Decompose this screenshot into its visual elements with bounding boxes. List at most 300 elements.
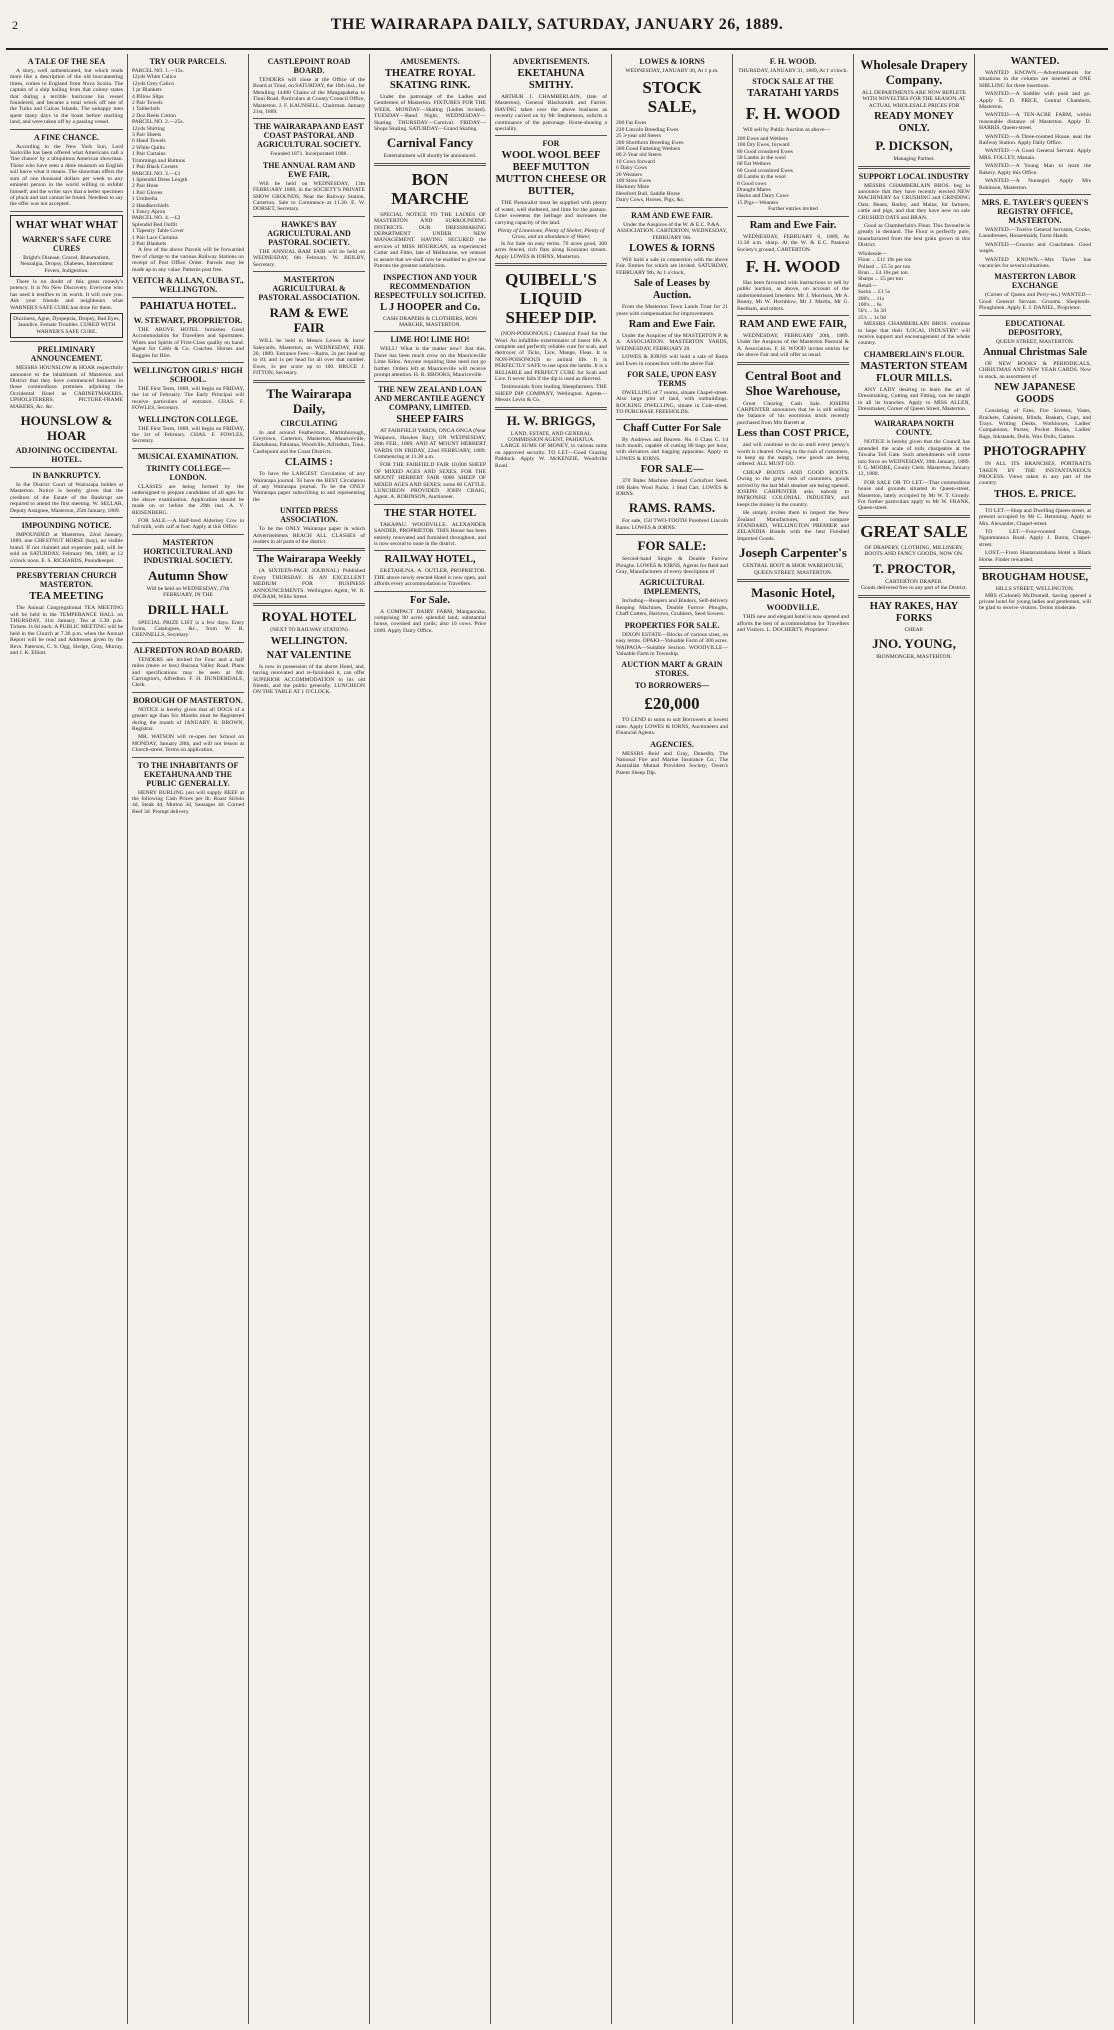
sale-body: Including—Reapers and Binders, Self-delivery Reaping Machines, Double Furrow Ploughs, Chaff Cutters, Harrows, Grubbers, Seed Sowers. — [616, 598, 728, 618]
sale-body: Further entries invited — [768, 206, 818, 213]
list-item: Sharps ... £5 per ton — [858, 276, 903, 283]
sale-body: Has been favoured with instructions to sell by public auction, as above, on account of the undermentioned breeders: Mr J. Morrison, Mr A. Bunny, Mr W. Hornblow, Mr J. Martin, Mr G. Beetham, and others. — [737, 279, 849, 312]
sale-heading: Sale of Leases by Auction. — [633, 278, 711, 302]
notice-heading: RAM & EWE FAIR — [269, 305, 349, 336]
stock-list — [616, 120, 728, 203]
hotel-ad-heading: NAT VALENTINE — [266, 649, 352, 661]
hotel-ad-body: MRS (Colonel) McDonnell, having opened a private hotel for young ladies and gentlemen, will be glad to receive visitors. Terms moderate. — [979, 592, 1091, 612]
sale-heading: LOWES & IORNS — [629, 242, 715, 254]
list-item: 6 Hand Towels — [132, 138, 166, 145]
paper-ad-body: To have the LARGEST Circulation of any Wairarapa journal. To have the BEST Circulation of any Wairarapa journal. To be the ONLY Wairarapa paper subscribing to and representing the — [253, 471, 365, 503]
list-item: Hereford Bull, Saddle Horse — [616, 190, 681, 197]
list-item: 50's ... 3s 3d — [858, 308, 886, 315]
sale-heading: FOR SALE, UPON EASY TERMS — [627, 369, 717, 388]
paper-ad-heading: CLAIMS : — [284, 457, 334, 469]
notice-body: Founded 1871. Incorporated 1888. — [270, 151, 348, 158]
ad-heading: MRS. E. TAYLER'S QUEEN'S REGISTRY OFFICE, MASTERTON. — [981, 197, 1089, 225]
sale-heading: Chaff Cutter For Sale — [623, 422, 721, 434]
ad-heading: P. DICKSON, — [875, 138, 953, 154]
notice-heading: For Sale. — [409, 594, 451, 606]
notice-heading: SHEEP FAIRS — [396, 414, 464, 426]
ad-text: ALL DEPARTMENTS ARE NOW REPLETE WITH NOVELTIES FOR THE SEASON, AT ACTUAL WHOLESALE PRICES FOR — [861, 90, 967, 109]
sale-heading: RAMS. RAMS. — [628, 500, 716, 516]
notice-heading: WELLINGTON COLLEGE. — [138, 414, 238, 424]
sale-heading: STOCK SALE, — [642, 78, 702, 117]
paper-ad-subheading: CIRCULATING — [280, 418, 338, 428]
sale-body: MESSRS Reid and Gray, Dunedin; The National Fire and Marine Insurance Co.; The Australian Mutual Provident Society; Owen's Patent Sheep Dip. — [616, 750, 728, 776]
list-item: Hackney Mare — [616, 184, 650, 191]
list-item: 3 Pair Sheets — [132, 132, 162, 139]
ad-text: CHEAP. — [904, 626, 924, 633]
ad-subheading: ADJOINING OCCIDENTAL HOTEL. — [15, 446, 118, 465]
ad-text: Entertainment will shortly be announced. — [383, 153, 477, 160]
sale-heading: STOCK SALE AT THE — [752, 77, 834, 87]
ad-text: Is for Sale on easy terms. 70 acres good, 300 acres fenced, rich flats along Kourarau stream. Apply LOWES & IORNS, Masterton. — [495, 240, 607, 260]
list-item: 1 Umbrella — [132, 196, 158, 203]
notice-heading: CASTLEPOINT ROAD BOARD. — [267, 57, 351, 75]
notice-heading: THE WAIRARAPA AND EAST COAST PASTORAL AND AGRICULTURAL SOCIETY. — [254, 122, 364, 150]
sale-heading: TO BORROWERS— — [634, 681, 710, 691]
hotel-ad-heading: Masonic Hotel, — [751, 585, 835, 601]
list-item: PARCEL NO. 1.—15s. — [132, 68, 184, 74]
list-item: 200 Shorthorn Breeding Ewes — [616, 139, 684, 146]
list-item: WANTED.—Twelve General Servants, Cooks, Laundresses, Housemaids, Farm Hands. — [979, 226, 1091, 240]
column-9 — [974, 54, 1095, 2024]
hotel-ad-heading: RAILWAY HOTEL, — [384, 554, 476, 566]
column-7 — [732, 54, 853, 2024]
list-item: WANTED.—Grooms and Coachmen. Good wages. — [979, 241, 1091, 255]
ad-heading: Less than COST PRICE, — [737, 428, 849, 440]
ad-text: IN ALL ITS BRANCHES, PORTRAITS TAKEN BY THE INSTANTANEOUS PROCESS. Views taken in any part of the country. — [979, 461, 1091, 487]
parcel-list-3 — [132, 171, 244, 216]
hotel-ad-body: THIS new and elegant hotel is now opened and affords the best of accommodation for Travellers and Visitors. L. DOCHERTY, Proprietor. — [737, 614, 849, 633]
notice-body: The Annual Congregational TEA MEETING will be held in the TEMPERANCE HALL on THURSDAY, 31st January. Tea at 5.30 p.m. Tickets 1s 6d each. A PUBLIC MEETING will be held in the Church at 7.30 p.m. when the Annual Report will be read and Addresses given by the Revs. Paterson, C. S. Ogg, Sledge, Gray, Murray, and J. K. Elliott. — [10, 605, 123, 656]
list-item: Sacks ... £1 5s — [858, 289, 891, 296]
list-item: 100's ... 6s — [858, 301, 882, 308]
hotel-ad-body: EKETAHUNA. A. OUTLER, PROPRIETOR. THE above newly erected Hotel is now open, and affords every accommodation to Travellers. — [374, 568, 486, 588]
notice-body: FOR SALE.—A Half-bred Alderney Cow in full milk, with calf at foot. Apply at this Office. — [132, 517, 244, 531]
ad-heading: WOOL WOOL BEEF BEEF MUTTON MUTTON CHEESE OR BUTTER, — [495, 150, 607, 198]
ad-text: Great Clearing Cash Sale. JOSEPH CARPENTER announces that he is still selling the balance of his enormous stock recently purchased from Mrs Barrett at — [737, 400, 849, 426]
list-item: 80 Good crossbred Ewes — [737, 148, 793, 155]
notice-heading: MASTERTON AGRICULTURAL & PASTORAL ASSOCIATION. — [258, 275, 360, 303]
ad-text: CHEAP BOOTS AND GOOD BOOTS. Owing to the great rush of customers, goods arrived by the last Mail steamer are being opened. JOSEPH CARPENTER asks nobody to PATRONISE COLONIAL INDUSTRY, and keeps the money in the country. — [737, 469, 849, 508]
list-item: 40 Lambs in the wool — [737, 174, 786, 181]
list-item: 2 Pair Hose — [132, 183, 159, 190]
sale-body: DWELLING of 7 rooms, situate Chapel-street. Also large plot of land, with outbuildings. ROCKING DWELLING, situate in Cole-street. TO PURCHASE FREEHOLDS. — [616, 389, 728, 416]
notice-body: FOR THE FAIRFIELD FAIR 10,000 SHEEP OF MIXED AGES AND SEXES. FOR THE MOUNT HERBERT FAIR 8000 SHEEP OF MIXED AGES AND SEXES; some 60 CATTLE. LUNCHEON PROVIDED. JOHN CRAIG, Agent. A. ROBINSON, Auctioneer. — [374, 462, 486, 501]
registry-list — [979, 227, 1091, 269]
ad-heading: NEW JAPANESE GOODS — [994, 382, 1076, 406]
list-item: 10 Cows forward — [616, 158, 655, 165]
ad-text: TO LET.—Four-roomed Cottage, Ngaumutawa Road. Apply J. Burns, Chapel-street. — [979, 529, 1091, 548]
ad-text: MESSRS CHAMBERLAIN BROS. continue to hope that their 'LOCAL INDUSTRY' will receive support and encouragement of the whole country. — [858, 321, 970, 347]
sale-body: Will sell by Public Auction as above— — [743, 127, 831, 134]
list-item: WANTED KNOWN.—Advertisements for situations in the column are inserted at ONE SHILLING for three insertions. — [979, 70, 1091, 89]
loan-amount: £20,000 — [644, 694, 700, 714]
sale-heading: AUCTION MART & GRAIN STORES. — [621, 660, 723, 679]
list-item: Flour ... £11 10s per ton — [858, 257, 912, 264]
sale-body: LOWES & IORNS will hold a sale of Rams and Ewes in connection with the above Fair. — [616, 354, 728, 367]
list-item: 2 Doz Reels Cotton — [132, 112, 176, 119]
ad-heading: T. PROCTOR, — [872, 560, 956, 576]
hotel-ad-body: HILLS STREET, WELLINGTON. — [995, 586, 1075, 593]
list-item: PARCEL NO. 3.—£1 — [132, 170, 181, 177]
ad-heading: TRY OUR PARCELS. — [149, 57, 227, 66]
ad-heading: PHOTOGRAPHY — [983, 443, 1087, 459]
paper-ad-body: To be the ONLY Wairarapa paper in which Advertisements REACH ALL CLASSES of readers in all parts of the district. — [253, 526, 365, 545]
list-item: WANTED.—A Saddler with push and go. Apply E. D. PRICE, Central Chambers, Masterton. — [979, 91, 1091, 111]
sale-body: By Andrews and Beaven. No. 6 Class C. 14 inch mouth, capable of cutting 80 bags per hour, with elevators and bagging apparatus. Apply to LOWES & IORNS. — [616, 436, 728, 462]
notice-body: THE First Term, 1889, will begin on FRIDAY, the 1st of February. CHAS. F. FOWLES, Secretary. — [132, 425, 244, 445]
notice-body: CLASSES are being formed by the undersigned to prepare candidates of all ages for the above examination. Application should be made on or before the 29th inst. A. V. REISENBERG. — [132, 483, 244, 516]
ad-heading: SUPPORT LOCAL INDUSTRY — [858, 171, 970, 181]
sale-heading: PROPERTIES FOR SALE. — [624, 620, 720, 630]
list-item: Bran ... £4 10s per ton — [858, 269, 908, 276]
notice-body: SPECIAL PRIZE LIST is a few days. Entry forms, Catalogues, &c., from W. R. CRENNELLS, Secretary. — [132, 619, 244, 639]
list-item: PARCEL NO. 4.—£2 — [132, 215, 181, 222]
ad-heading: EKETAHUNA SMITHY. — [517, 68, 585, 91]
ad-text: QUEEN STREET, MASTERTON. — [995, 338, 1075, 345]
list-item: Pollard ... £5 5s per ton — [858, 263, 911, 270]
ad-text: There is no doubt of this great remedy's potency. It is No New Discovery. Everyone who has used it testifies to its worth. It will cure you. Ask your friends and neighbours what WARNER'S SAFE CURE has done for them. — [10, 278, 123, 311]
list-item: 1 pr Blankets — [132, 87, 162, 94]
notice-heading: WAIRARAPA NORTH COUNTY. — [874, 419, 954, 438]
ad-text: and will continue to do so until every penny's worth is cleared. Owing to the rush of customers, to keep up the supply, new goods are being ordered. ALL MUST GO. — [737, 442, 849, 468]
list-item: 12yds White Calico — [132, 74, 177, 81]
ad-text: CASH DRAPERS & CLOTHIERS, BON MARCHE, MASTERTON. — [382, 315, 478, 328]
list-item: 12yds Shirting — [132, 125, 165, 132]
masthead — [0, 0, 1114, 50]
ad-heading: Carnival Fancy — [386, 135, 474, 151]
column-4 — [369, 54, 490, 2024]
column-5 — [490, 54, 611, 2024]
ad-text: He simply invites them to inspect the New Zealand Manufactures, and compare STANDARD, WELLINGTON PREMIER and ZELANDIA Brands with the best Finished Imported Goods. — [737, 510, 849, 542]
list-item: 2 Handkerchiefs — [132, 202, 169, 209]
list-item: 1 Pair Lace Curtains — [132, 234, 178, 241]
ad-heading: WHAT WHAT WHAT — [15, 219, 118, 231]
ad-heading: HAY RAKES, HAY FORKS — [869, 600, 959, 624]
sale-heading: FOR SALE— — [640, 464, 704, 476]
list-item: 60 Fat Wethers — [737, 161, 771, 168]
auctioneer-name: F. H. WOOD — [745, 256, 841, 276]
column-2 — [127, 54, 248, 2024]
sale-heading: AGENCIES. — [650, 739, 694, 749]
notice-body: Will be held on WEDNESDAY, 27th FEBRUARY, IN THE — [146, 585, 230, 599]
list-item: WANTED.—A TEN-ACRE FARM, within reasonable distance of Masterton. Apply D. HARRIS, Queen-street. — [979, 112, 1091, 132]
hotel-ad-heading: WOODVILLE. — [766, 603, 820, 613]
ad-text: TO LET.—Shop and Dwelling Queen-street, at present occupied by Mr C. Hemming. Apply to Mrs. Alexander, Chapel-street. — [979, 507, 1091, 527]
notice-heading: BOROUGH OF MASTERTON. — [133, 695, 243, 705]
ad-heading: L J HOOPER and Co. — [379, 301, 481, 313]
ad-text: CENTRAL BOOT & SHOE WAREHOUSE, QUEEN STREET, MASTERTON. — [742, 563, 844, 576]
list-item: 300 Good Fattening Wethers — [616, 146, 681, 153]
sale-body: Second-hand Single & Double Furrow Ploughs. LOWES & IORNS, Agents for Reid and Gray, Manufacturers of every description of — [616, 556, 728, 576]
hotel-ad-body: TAKAPAU. WOODVILLE. ALEXANDER SANDER, PROPRIETOR. THIS House has been entirely renovated and furnished throughout, and is now second to none in the district. — [374, 521, 486, 548]
ad-heading: QUIBELL'S LIQUID SHEEP DIP. — [505, 270, 597, 328]
notice-heading: THE ANNUAL RAM AND EWE FAIR, — [262, 160, 356, 179]
ad-heading: PAHIATUA HOTEL. — [139, 301, 237, 312]
list-item: Wholesale— — [858, 250, 888, 257]
notice-heading: TEA MEETING — [29, 591, 104, 603]
auctioneer-heading: F. H. WOOD. — [769, 57, 817, 66]
list-item: 1 Tablecloth — [132, 106, 160, 113]
ad-heading: Annual Christmas Sale — [983, 346, 1087, 358]
ad-text: Managing Partner. — [893, 156, 935, 163]
list-item: 1 Tapestry Table Cover — [132, 228, 184, 235]
ad-heading: HOUNSLOW & HOAR — [20, 413, 113, 444]
list-item: 2 White Quilts — [132, 144, 165, 151]
ad-heading: BON MARCHE — [391, 169, 469, 208]
ad-heading: EDUCATIONAL DEPOSITORY, — [1005, 318, 1065, 337]
notice-heading: PRELIMINARY ANNOUNCEMENT. — [30, 345, 103, 364]
ad-heading: MASTERTON STEAM FLOUR MILLS. — [860, 360, 968, 384]
list-item: 60 Good crossbred Ewes — [737, 167, 793, 174]
hotel-ad-body: Is now in possession of the above Hotel, and, having renovated and re-furnished it, can offer SUPERIOR ACCOMMODATION to his old friends, and the public generally. LUNCHEON ON THE TABLE AT 1 O'CLOCK. — [253, 663, 365, 696]
list-item: Splendid Bed Outfit — [132, 221, 178, 228]
stock-list — [737, 136, 849, 206]
list-item: Retail— — [858, 282, 877, 289]
sale-heading: FOR SALE: — [637, 538, 707, 554]
section-heading: ADVERTISEMENTS. — [512, 57, 590, 66]
ad-text: Consisting of Fans, Fire Screens, Vases, Brackets, Cabinets, Blinds, Baskets, Cups, and Trays. Writing Desks, Workboxes, Ladies' Companions, Purses, Pocket Books, Ladies' Bags, Inkstands, Dolls, Wax Dolls, Games. — [979, 408, 1091, 440]
columns — [6, 54, 1108, 2024]
notice-heading: TRINITY COLLEGE—LONDON. — [146, 463, 230, 482]
list-item: Dairy Cows, Horses, Pigs, &c. — [616, 197, 685, 204]
article-body: A story, well authenticated, but which reads more like a description of the old buccaneering times, comes to England from Nova Scotia. The captain of a ship hailing from that colony states that during a terrible hurricane his vessel foundered, and became a total wreck off one of the Turks and Caicos Islands. The unhappy men spent many days in the boats before reaching land, and were taken off by a passing vessel. — [10, 68, 123, 126]
ad-text: OF NEW BOOKS & PERIODICALS, CHRISTMAS AND NEW YEAR CARDS. Now in stock, an assortment of — [979, 360, 1091, 380]
ad-text: WELL! What is the matter now? Just this. There has been much crow on the Mauriceville Lime Kilns. Anyone requiring lime need not go further. Orders left at Mauriceville will receive prompt attention. H. R. BROOKS, Mauriceville. — [374, 346, 486, 378]
ad-text: Goods delivered free to any part of the District. — [860, 585, 968, 592]
ad-text: Testimonials from leading Sheepfarmers. THE SHEEP DIP COMPANY, Wellington. Agents—Messrs Levin & Co. — [495, 384, 607, 404]
wanted-list — [979, 70, 1091, 191]
ad-heading: LIME HO! LIME HO! — [390, 335, 470, 345]
ad-heading: H. W. BRIGGS, — [506, 412, 596, 428]
ad-text: Bright's Disease, Gravel, Rheumatism, Neuralgia, Dropsy, Diabetes, Intermittent Fevers, Indigestion. — [20, 254, 113, 274]
column-8 — [853, 54, 974, 2024]
notice-heading: WELLINGTON GIRLS' HIGH SCHOOL. — [133, 366, 243, 385]
sale-heading: AGRICULTURAL IMPLEMENTS, — [639, 578, 705, 597]
article-heading: A TALE OF THE SEA — [27, 57, 106, 66]
list-item: Trimmings and Buttons — [132, 157, 185, 164]
ad-text: THE Pastoralist must be supplied with plenty of water, well sheltered, and lime for the pasture. Lime sweetens the herbage and increases the carrying capacity of the land. — [495, 200, 607, 226]
ad-heading: Central Boot and Shoe Warehouse, — [744, 367, 842, 398]
ad-heading: Joseph Carpenter's — [739, 545, 847, 561]
ad-text: CARTERTON DRAPER. — [885, 578, 943, 585]
ad-text: LARGE SUMS OF MONEY, in various sums on approved security. TO LET—Good Grazing Paddock. Apply W. McKENZIE, Woodville Road. — [495, 443, 607, 469]
article-heading: A FINE CHANCE. — [33, 132, 100, 142]
ad-heading: INSPECTION AND YOUR RECOMMENDATION RESPECTFULLY SOLICITED. — [374, 272, 486, 300]
ad-heading: GREAT SALE — [860, 521, 968, 541]
paper-ad-body: In and around Featherston, Martinborough, Greytown, Carterton, Masterton, Mauriceville, Eketahuna, Pahiatua, Woodville, Alfredton, Tinui, Castlepoint and the Coast Districts. — [253, 429, 365, 455]
ad-warners-2 — [10, 313, 123, 338]
sale-body: DIXON ESTATE—Blocks of various sizes, on easy terms. OPAKI—Valuable Farm of 300 acres. WAIPAOA—Suitable Section. WOODVILLE—Valuable Farm in Township. — [616, 631, 728, 657]
list-item: 12yds Grey Calico — [132, 80, 174, 87]
price-list — [858, 251, 970, 321]
ad-heading: Wholesale Drapery Company. — [860, 57, 968, 87]
notice-heading: PRESBYTERIAN CHURCH MASTERTON. — [16, 571, 117, 590]
ad-text: Under the patronage of the Ladies and Gentlemen of Masterton. FIXTURES FOR THE WEEK. MONDAY—Skating (Ladies invited). TUESDAY—Band Night. WEDNESDAY—Skating. THURSDAY—Carnival. FRIDAY—Shops Skating. SATURDAY—Grand Skating. — [374, 94, 486, 133]
ad-text: (NON-POISONOUS.) Chemical Food for the Wool. An infallible exterminator of insect life. A complete and perfectly reliable cure for scab, and destroyer of Ticks, Lice, Mange, Fleas. It is NON-POISONOUS to animal life. It is PERFECTLY SAFE to use upon the lambs. It is a RELIABLE and PERFECT CURE for Scab and Lice. It never fails if the dip is used as directed. — [495, 331, 607, 382]
auctioneer-heading: LOWES & IORNS — [639, 57, 705, 66]
notice-body: TENDERS will close at the Office of the Board at Tinui, on SATURDAY, the 16th inst., for Metalling 14400 Chains of the Mangapakeha to Tinui Road. Particulars at County Council Office, Masterton. J. F. KAUNSELL, Chairman. January 21st, 1889. — [253, 77, 365, 116]
list-item: 1 Pair Gloves — [132, 189, 163, 196]
ad-heading: THOS. E. PRICE. — [994, 488, 1076, 500]
column-3 — [248, 54, 369, 2024]
list-item: 4 Pillow Slips — [132, 93, 164, 100]
notice-body: FOR SALE OR TO LET.—That commodious house and grounds situated in Queen-street, Masterton, lately occupied by Mr W. T. Grundy. For further particulars apply to Mr W. FRANK, Queen-street. — [858, 479, 970, 512]
list-item: 100 Store Ewes — [616, 178, 652, 185]
hotel-ad-heading: ROYAL HOTEL — [261, 609, 357, 625]
notice-body: THE First Term, 1889, will begin on FRIDAY, the 1st of February. The Early Principal will receive particulars of entrance. CHAS. F. FOWLES, Secretary. — [132, 386, 244, 412]
list-item: 50 Lambs in the wool — [737, 155, 786, 162]
parcel-list-4 — [132, 215, 244, 247]
ad-subheading: W. STEWART, PROPRIETOR. — [133, 316, 243, 325]
sale-body: Under the Auspices of the MASTERTON P. & A. ASSOCIATION. MASTERTON YARDS, WEDNESDAY, FEBRUARY 20. — [616, 332, 728, 352]
list-item: PARCEL NO. 2.—25s. — [132, 119, 184, 126]
notice-body: NOTICE is hereby given that all DOGS of a greater age than Six Months must be Registered during the month of JANUARY. R. BROWN, Registrar. — [132, 706, 244, 732]
sale-date: THURSDAY, JANUARY 31, 1889, At 1 o'clock. — [738, 68, 848, 74]
ad-warners — [10, 215, 123, 277]
article-body: According to the New York Sun, Lord Sackville has been offered what Americans call a 'fine chance' by a ubiquitous American showman. Those who have seen a dime museum on English soil know what it means. The showman offers the sum of one thousand dollars per week to any eminent person in the world willing to exhibit himself; and the writer says that a better specimen of pluck and tact cannot be found. Needless to say the offer was not accepted. — [10, 143, 123, 208]
notice-body: MESSRS HOUNSLOW & HOAR respectfully announce to the inhabitants of Masterton and District that they have commenced business in those commodious premises adjoining the Occidental Hotel as CABINETMAKERS, UPHOLSTERERS, PICTURE-FRAME MAKERS, &c. &c. — [10, 365, 123, 410]
list-item: WANTED KNOWN.—Mrs Tayler has vacancies for several situations. — [979, 256, 1091, 269]
section-heading: AMUSEMENTS. — [400, 57, 460, 66]
notice-body: TENDERS are invited for Four and a half miles (more or less) Ihuraua Valley Road. Plans and specifications may be seen at Mr. Carrington's, Alfredton. F. H. DUNDERDALE, Clerk. — [132, 656, 244, 689]
notice-heading: Autumn Show — [148, 567, 228, 583]
list-item: 2 Pair Blankets — [132, 240, 167, 247]
auctioneer-name: F. H. WOOD — [745, 104, 841, 124]
page-number: 2 — [12, 18, 19, 32]
sale-body: For sale, 150 TWO-TOOTH Purebred Lincoln Rams. LOWES & IORNS. — [616, 518, 728, 531]
notice-heading: IN BANKRUPTCY. — [32, 471, 101, 481]
sale-body: Will hold a sale in connection with the above Fair. Entries for which are invited. SATURDAY, FEBRUARY 9th, At 1 o'clock, — [616, 256, 728, 276]
sale-date: WEDNESDAY, JANUARY 30, At 1 p.m. — [625, 68, 719, 74]
sale-heading: Ram and Ewe Fair. — [749, 219, 837, 231]
notice-body: WILL be held in Messrs Lowes & Iorns' Saleyards, Masterton, on WEDNESDAY, FEB. 20, 1889. Entrance Fees:—Rams, 2s per head up to 10; and 1s per head for all over that number. Ewes, 1s per score up to 100. BRUCE J. FITTON, Secretary. — [253, 338, 365, 377]
paper-ad-heading: The Wairarapa Daily, — [266, 385, 352, 416]
ad-text: OF DRAPERY, CLOTHING, MILLINERY, BOOTS AND FANCY GOODS, NOW ON. — [864, 544, 964, 558]
list-item: 1 Pair Curtains — [132, 151, 166, 158]
list-item: 80 2-Year old Steers — [616, 152, 662, 159]
ad-text: Good as Chamberlain's Flour. This favourite is greatly in demand. The Flour is perfectly pure, manufactured from the best grain grown in this District. — [858, 223, 970, 249]
list-item: 1 Fancy Apron — [132, 208, 166, 215]
hotel-ad-heading: WELLINGTON. — [270, 635, 348, 647]
ad-text: ARTHUR J. CHAMBERLAIN, (late of Masterton), General Blacksmith and Farrier. HAVING taken over the above business as recently carried on by Mr Stephenson, solicits a continuance of the patronage. Horse-shoeing a speciality. — [495, 94, 607, 133]
ad-text: LOST.—From Hautaruatahuna Hotel a Black Horse. Finder rewarded. — [979, 550, 1091, 563]
ad-heading: CHAMBERLAIN'S FLOUR. — [863, 349, 965, 359]
notice-body: Will be held on WEDNESDAY, 13th FEBRUARY 1889, in the SOCIETY'S PRIVATE SHOW GROUNDS, Near the Railway Station, Carterton. Sale to Commence at 11.30. E. W. DORSET, Secretary. — [253, 180, 365, 213]
list-item: 20 Weaners — [616, 171, 643, 178]
sale-body: TO LEND in sums to suit Borrowers at lowest rates. Apply LOWES & IORNS, Auctioneers and Financial Agents. — [616, 717, 728, 737]
sale-heading: TARATAHI YARDS — [747, 88, 839, 100]
newspaper-title: THE WAIRARAPA DAILY, SATURDAY, JANUARY 26, 1889. — [330, 16, 784, 33]
notice-heading: THE NEW ZEALAND LOAN AND MERCANTILE AGENCY COMPANY, LIMITED. — [374, 385, 486, 413]
list-item: 25's ... 1s 9d — [858, 314, 886, 321]
hotel-ad-body: (NEXT TO RAILWAY STATION) — [270, 627, 348, 634]
masthead-rule — [6, 48, 1108, 50]
notice-body: AT FAIRFIELD YARDS, ONGA ONGA (Near Waipawa, Hawkes Bay), ON WEDNESDAY, 20th FEB., 1889, AND AT MOUNT HERBERT YARDS ON FRIDAY, 22nd FEBRUARY, 1889. Commencing at 11.30 a.m. — [374, 428, 486, 460]
notice-heading: HAWKE'S BAY AGRICULTURAL AND PASTORAL SOCIETY. — [267, 219, 351, 247]
list-item: 1 Pair Black Corsets — [132, 164, 178, 171]
notice-heading: MASTERTON HORTICULTURAL AND INDUSTRIAL SOCIETY. — [143, 537, 233, 565]
ad-heading: READY MONEY ONLY. — [874, 111, 954, 135]
hotel-ad-heading: THE STAR HOTEL — [384, 507, 476, 519]
notice-body: A COMPACT DAIRY FARM, Mangaoraka, comprising 80 acres splendid land; substantial house, cowshed and yards; also 10 cows. Price £600. Apply Dairy Office. — [374, 608, 486, 634]
sale-body: WEDNESDAY, FEBRUARY 6, 1889, At 11.30 a.m. sharp. At the W. & E.C. Pastoral Society's ground, CARTERTON. — [737, 233, 849, 253]
list-item: 200 Fat Ewes — [616, 120, 647, 127]
list-item: 25 3-year old Steers — [616, 133, 661, 140]
notice-heading: TO THE INHABITANTS OF EKETAHUNA AND THE PUBLIC GENERALLY. — [137, 760, 239, 788]
list-item: WANTED.—A Young Man to learn the Bakery. Apply this Office. — [979, 163, 1091, 176]
sale-body: WEDNESDAY, FEBRUARY 20th, 1889. Under the Auspices of the Masterton Pastoral & A. Association. F. H. WOOD invites entries for the above Fair and will offer as usual. — [737, 332, 849, 359]
sale-body: From the Masterton Town Lands Trust for 21 years with compensation for improvements. — [616, 304, 728, 317]
ad-heading: MASTERTON LABOR EXCHANGE — [994, 272, 1076, 291]
notice-body: THE ANNUAL RAM FAIR will be held on WEDNESDAY, 6th February. W. BEILBY, Secretary. — [253, 248, 365, 268]
sale-heading: Ram and Ewe Fair. — [628, 318, 716, 330]
parcel-list-1 — [132, 68, 244, 119]
list-item: WANTED.—A Nursegirl. Apply Mrs Robinson, Masterton. — [979, 178, 1091, 191]
ad-text: IRONMONGER, MASTERTON. — [876, 653, 952, 660]
column-1 — [6, 54, 127, 2024]
list-item: 1 Splendid Dress Length — [132, 176, 188, 183]
list-item: Hacks and Dairy Cows — [737, 193, 789, 200]
notice-heading: IMPOUNDING NOTICE. — [21, 521, 112, 531]
ad-heading: THEATRE ROYAL SKATING RINK. — [384, 68, 476, 91]
parcel-list-2 — [132, 119, 244, 170]
ad-heading: WARNER'S SAFE CURE CURES — [21, 234, 112, 253]
ad-text: ANY LADY desiring to learn the art of Dressmaking, Cutting and Fitting, can be taught in all its branches. Apply to MISS ALLEN, Dressmaker, Corner of Queen Street, Masterton. — [858, 386, 970, 412]
ad-text: A few of the above Parcels will be forwarded free of charge to the various Railway Stations on receipt of Post Office Order. Parcels may be made up to any value. Patterns post free. — [132, 247, 244, 273]
list-item: 220 Lincoln Breeding Ewes — [616, 126, 679, 133]
ad-heading: JNO. YOUNG, — [872, 635, 956, 651]
sale-body: Under the Auspices of the W. & E.C. P.&A. ASSOCIATION. CARTERTON, WEDNESDAY, FEBRUARY 6th. — [616, 221, 728, 241]
paper-ad-heading: The Wairarapa Weekly — [256, 554, 362, 566]
notice-body: HENRY BURLING just will supply BEEF at the following Cash Prices per lb: Roast Sirloin 4d, Steak 4d, Mutton 3d, Sausages 4d. Corned Beef 3d. Prompt delivery. — [132, 789, 244, 815]
list-item: 15 Pigs—Weaners — [737, 199, 779, 206]
sale-heading: RAM AND EWE FAIR. — [631, 210, 713, 220]
ad-text: Plenty of Limestone, Plenty of Shelter, Plenty of Grass, and an abundance of Water, — [497, 228, 605, 241]
hotel-ad-heading: BROUGHAM HOUSE, — [981, 572, 1089, 584]
ad-brand: VEITCH & ALLAN, CUBA ST., WELLINGTON. — [132, 276, 244, 294]
notice-body: NOTICE is hereby given that the Council has amended the scale of tolls chargeable at the Tawaha Toll Gate. Such amendments will come into force on WEDNESDAY, 30th January, 1889. F. G. MOORE, County Clerk. Masterton, January 12, 1889. — [858, 439, 970, 478]
list-item: Draught Mares — [737, 187, 771, 194]
list-item: 2 Pair Towels — [132, 100, 163, 107]
list-item: 200 Ewes and Wethers — [737, 135, 788, 142]
ad-text: MESSRS CHAMBERLAIN BROS. beg to announce that they have recently erected NEW MACHINERY for CRUSHING and GRINDING Oats, Beans, Barley, and Maize, for farmers, cattle and pigs, and that they have now on sale CRUSHED OATS and BRAN. — [858, 182, 970, 221]
ad-text: LAND, ESTATE, AND GENERAL COMMISSION AGENT, PAHIATUA. — [507, 430, 595, 443]
notice-body: In the District Court of Wairarapa holden at Masterton. Notice is hereby given that the creditors of the Estate of the Bankrupt are required to attend the first meeting. W. SELLAR, Deputy Assignee, Masterton, 25th January, 1889. — [10, 482, 123, 514]
list-item: 8 Good cows — [737, 180, 767, 187]
list-item: 100 Dry Ewes, forward — [737, 142, 790, 149]
paper-ad-body: (A SIXTEEN-PAGE JOURNAL) Published Every THURSDAY. IS AN EXCELLENT MEDIUM FOR BUSINESS ANNOUNCEMENTS. Wellington Agent, W. R. INGRAM, Willis Street. — [253, 568, 365, 601]
notice-heading: DRILL HALL — [147, 601, 229, 617]
list-item: WANTED.—A Good General Servant. Apply MRS. FOLLEY, Manaia. — [979, 148, 1091, 161]
ad-heading: FOR — [542, 139, 560, 149]
list-item: WANTED.—A Three-roomed House, near the Railway Station. Apply Daily Office. — [979, 133, 1091, 147]
list-item: 200's ... 11s — [858, 295, 885, 302]
ad-text: SPECIAL NOTICE TO THE LADIES OF MASTERTON AND SURROUNDING DISTRICTS. OUR DRESSMAKING DEPARTMENT UNDER NEW MANAGEMENT. HAVING SECURED the services of MISS HOURIGAN, an experienced Cutter and Fitter, late of Melbourne, we venture to assure that we shall now be enabled to give our Patrons the greatest satisfaction. — [374, 211, 486, 270]
notice-body: MR. WATSON will re-open her School on MONDAY, January 28th, and will not lesson at Church-street. Terms on application. — [132, 734, 244, 754]
notice-body: IMPOUNDED at Masterton, 22nd January, 1889, one CHESTNUT HORSE (bay), no visible brand. If not claimed and expenses paid, will be sold on SATURDAY, February 9th, 1889, at 12 o'clock noon. E. S. RICHARDS, Poundkeeper. — [10, 532, 123, 564]
section-heading: WANTED. — [1010, 56, 1060, 67]
notice-heading: ALFREDTON ROAD BOARD. — [133, 645, 243, 655]
ad-text: THE ABOVE HOTEL furnishes Good Accommodation for Travellers and Sportsmen. Wines and Spirits of First-Class quality on hand. Agent for Cobb & Co. Coaches. Horses and Buggies for Hire. — [132, 327, 244, 359]
ad-text: Dizziness, Ague, Dyspepsia, Dropsy, Bad Eyes, Jaundice, Female Troubles. CURED WITH WARNER'S SAFE CURE. — [13, 315, 120, 335]
sale-body: 370 Bales Machine dressed Cocksfoot Seed. 100 Bales Wool Packs. 1 Stud Cart. LOWES & IORNS. — [616, 478, 728, 498]
ad-text: (Corner of Queen and Perry-sts.) WANTED—Good General Servant. Grooms. Shepherds. Ploughmen. Apply E. J. DANIEL, Proprietor. — [979, 292, 1091, 312]
notice-heading: MUSICAL EXAMINATION. — [137, 451, 239, 461]
